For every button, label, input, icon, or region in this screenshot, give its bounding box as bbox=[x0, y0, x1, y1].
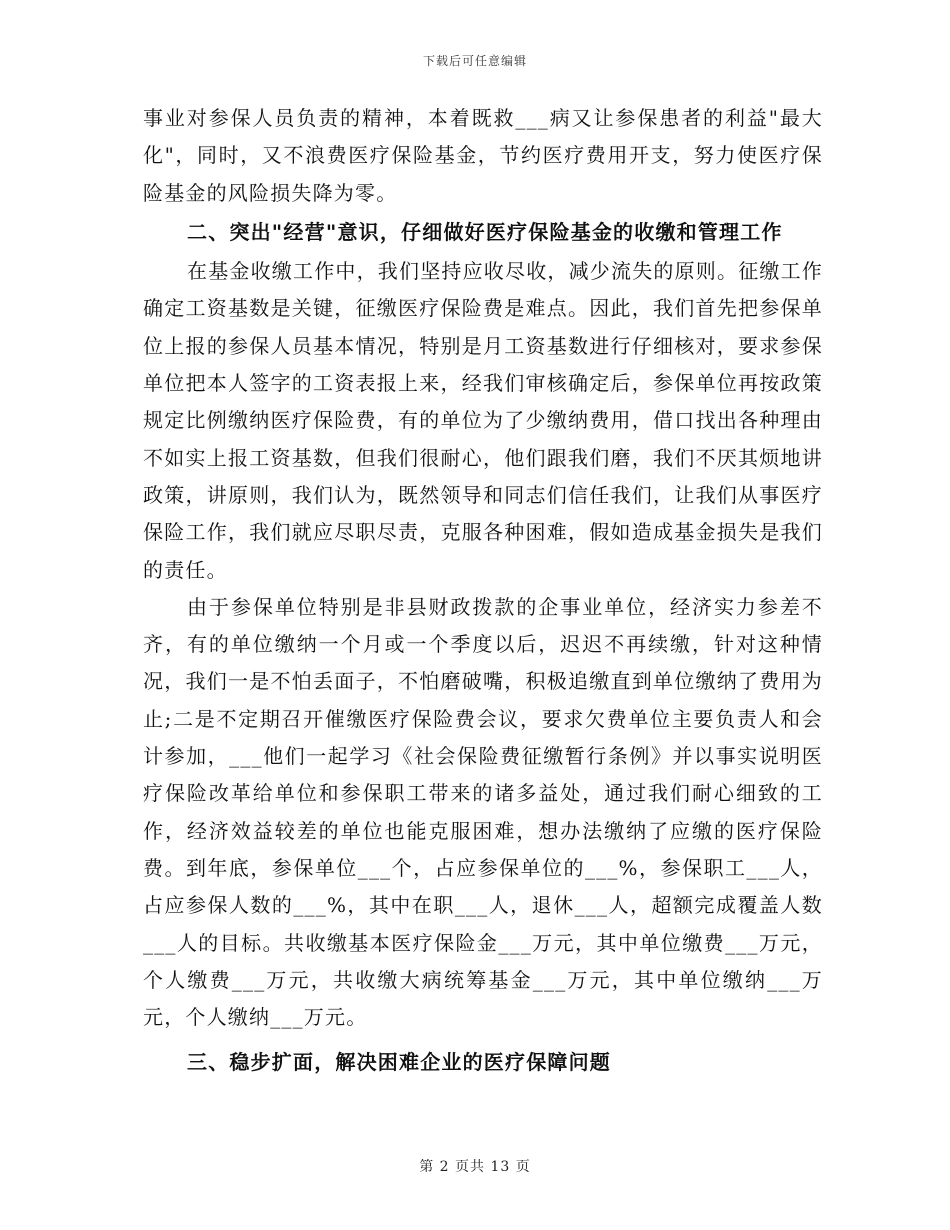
section-heading-2: 二、突出"经营"意识，仔细做好医疗保险基金的收缴和管理工作 bbox=[187, 219, 783, 244]
document-body bbox=[143, 100, 823, 1082]
paragraph-continued: 事业对参保人员负责的精神，本着既救___病又让参保患者的利益"最大化"，同时，又不浪费医疗保险基金，节约医疗费用开支，努力使医疗保险基金的风险损失降为零。 bbox=[143, 106, 823, 205]
section-heading-3: 三、稳步扩面，解决困难企业的医疗保障问题 bbox=[187, 1050, 611, 1075]
page-footer: 第 2 页共 13 页 bbox=[419, 1159, 531, 1175]
page-header: 下载后可任意编辑 bbox=[422, 54, 527, 68]
paragraph-arrears-collection: 由于参保单位特别是非县财政拨款的企事业单位，经济实力参差不齐，有的单位缴纳一个月或一个季度以后，迟迟不再续缴，针对这种情况，我们一是不怕丢面子，不怕磨破嘴，积极追缴直到单位缴纳了费用为止;二是不定期召开催缴医疗保险费会议，要求欠费单位主要负责人和会计参加，___他们一起学习《社会保险费征缴暂行条例》并以事实说明医疗保险改革给单位和参保职工带来的诸多益处，通过我们耐心细致的工作，经济效益较差的单位也能克服困难，想办法缴纳了应缴的医疗保险费。到年底，参保单位___个，占应参保单位的___%，参保职工___人，占应参保人数的___%，其中在职___人，退休___人，超额完成覆盖人数___人的目标。共收缴基本医疗保险金___万元，其中单位缴费___万元，个人缴费___万元，共收缴大病统筹基金___万元，其中单位缴纳___万元，个人缴纳___万元。 bbox=[143, 594, 823, 1030]
paragraph-fund-collection: 在基金收缴工作中，我们坚持应收尽收，减少流失的原则。征缴工作确定工资基数是关键，征缴医疗保险费是难点。因此，我们首先把参保单位上报的参保人员基本情况，特别是月工资基数进行仔细核对，要求参保单位把本人签字的工资表报上来，经我们审核确定后，参保单位再按政策规定比例缴纳医疗保险费，有的单位为了少缴纳费用，借口找出各种理由不如实上报工资基数，但我们很耐心，他们跟我们磨，我们不厌其烦地讲政策，讲原则，我们认为，既然领导和同志们信任我们，让我们从事医疗保险工作，我们就应尽职尽责，克服各种困难，假如造成基金损失是我们的责任。 bbox=[143, 259, 823, 582]
